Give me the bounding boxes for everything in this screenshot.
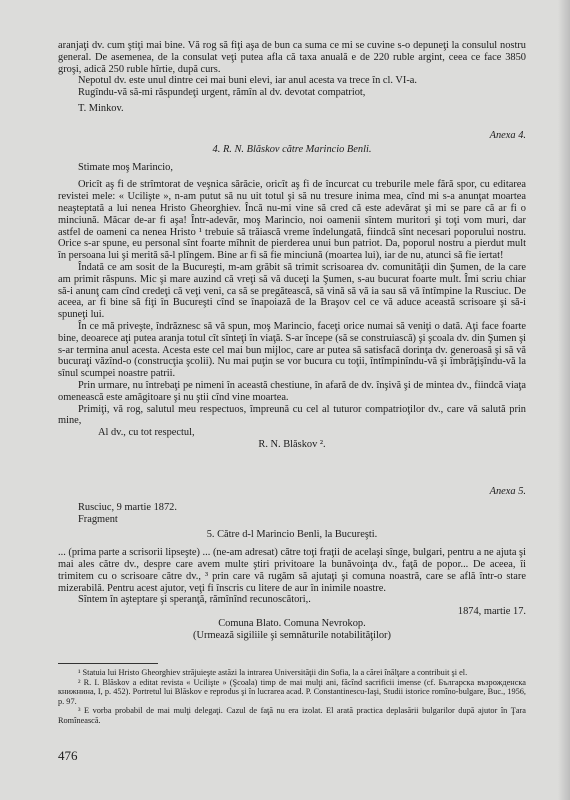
place-date: Rusciuc, 9 martie 1872.	[78, 501, 177, 513]
footnotes	[58, 668, 526, 726]
footnote: ¹ Statuia lui Hristo Gheorghiev străjuieşte astăzi la intrarea Universităţii din Sofia, la a cărei înălţare a contribuit şi el.	[78, 668, 468, 677]
annex-4	[58, 130, 526, 451]
paragraph: Sîntem în aşteptare şi speranţă, rămînînd recunoscători,.	[78, 594, 311, 606]
signatories: Comuna Blato. Comuna Nevrokop.	[218, 617, 366, 629]
greeting: Stimate moş Marincio,	[78, 161, 173, 173]
date: 1874, martie 17.	[457, 606, 526, 618]
signature: T. Minkov.	[78, 102, 124, 114]
paragraph: Îndată ce am sosit de la Bucureşti, m-am grăbit să trimit scrisoarea dv. comunităţii din Şumen, de la care am primit răspuns. Mic şi mare auzind că vreţi să vă duceţi la Şumen, s-au bucurat foarte mult. Îmi scriu chiar să-i anunţ cam cînd credeţi că veţi veni, ca să se pregătească, să vină să vă ia sau să vă întîmpine la Rusciuc. De aceea, ar fi bine să fiţi în Bucureşti cînd se înapoiază de la Braşov cel ce vă aduce această scrisoare şi să-i spuneţi lui.	[58, 261, 526, 321]
footnote: ² R. I. Blăskov a editat revista « Ucilişte » (Şcoala) timp de mai mulţi ani, făcînd sacrificii imense (cf. Българска възрожденска книжнина, I, p. 452). Portretul lui Blăskov e reprodus şi în lucrarea acad. P. Constantinescu-Iaşi, Studii istorice romîno-bulgare, Buc., 1956, p. 97.	[58, 677, 526, 706]
paragraph: aranjaţi dv. cum ştiţi mai bine. Vă rog să fiţi aşa de bun ca suma ce mi se cuvine s-o depuneţi la consulul nostru general. De asemenea, de la consulat veţi putea afla că taxa anuală e de 220 ruble argint, ceea ce face 3850 groşi, adică 250 ruble hîrtie, după curs.	[58, 40, 526, 75]
footnote-divider	[58, 663, 158, 664]
paragraph: Oricît aş fi de strîmtorat de veşnica sărăcie, oricît aş fi de încurcat cu treburile mele fără spor, cu editarea revistei mele: « Ucilişte », n-am putut să nu uit totul şi să nu tresure inima mea, cînd mi s-a anunţat moartea neaşteptată a lui nenea Hristo Gheorghiev. Încă nu-mi vine să cred că este adevărat şi mi se pare că ar fi o minciună. Măcar de-ar fi aşa! Într-adevăr, moş Marincio, noi oamenii sîntem muritori şi toţi vom muri, dar astfel de oameni ca nenea Hristo ¹ trebuie să trăiască vreme îndelungată, fiindcă sînt necesari poporului nostru. Orice s-ar spune, eu personal sînt foarte mîhnit de pierderea unui bun patriot. Da, poporul nostru a pierdut mult în persoana lui şi merită să-l plîngem. Bine ar fi să fie minciună (moartea lui), iar de nu, atunci să fie iertat!	[58, 179, 526, 262]
letter-heading: 4. R. N. Blăskov către Marincio Benli.	[212, 143, 372, 155]
letter-heading: 5. Către d-l Marincio Benli, la Bucureşti.	[206, 529, 378, 541]
paragraph: Nepotul dv. este unul dintre cei mai buni elevi, iar anul acesta va trece în cl. VI-a.	[78, 75, 418, 87]
seals-note: (Urmează sigiliile şi semnăturile notabilităţilor)	[193, 629, 391, 641]
letter-top	[58, 40, 526, 115]
binding-shadow	[558, 0, 570, 800]
paragraph: În ce mă priveşte, îndrăznesc să vă spun, moş Marincio, faceţi orice numai să veniţi o dată. Aţi face foarte bine, deoarece aţi putea aranja totul cît sînteţi în viaţă. S-ar începe (să se construiască) şi şcoala dv. din Şumen şi s-ar termina anul acesta. Acesta este cel mai bun mijloc, care ar putea să satisfacă dorinţa dv. generoasă şi să vă bucuraţi văzînd-o (construcţia şcolii). Nu mai puţin se vor bucura cu toţii, întîmpinîndu-vă şi îmbrăţişîndu-vă la sînul scumpei noastre patrii.	[58, 320, 526, 380]
paragraph: ... (prima parte a scrisorii lipseşte) ... (ne-am adresat) către toţi fraţii de acelaşi sînge, bulgari, pentru a ne ajuta şi mai ales către dv., despre care avem multe ştiri privitoare la bunăvoinţa dv., faţă de popor... De aceea, îi trimitem cu o scrisoare către dv., ³ prin care vă rugăm să ajutaţi şi comuna noastră, care se află într-o stare mizerabilă. Pentru acest ajutor, veţi fi înscris cu litere de aur în inimile noastre.	[58, 547, 526, 594]
signature: R. N. Blăskov ².	[258, 438, 326, 450]
annex-label: Anexa 4.	[489, 130, 526, 141]
fragment-label: Fragment	[78, 513, 118, 525]
footnote: ³ E vorba probabil de mai mulţi delegaţi. Cazul de faţă nu era izolat. El arată practica deplasării bulgarilor după ajutor în Ţara Romînească.	[58, 706, 526, 725]
closing: Al dv., cu tot respectul,	[98, 427, 195, 439]
annex-label: Anexa 5.	[489, 486, 526, 497]
paragraph: Rugîndu-vă să-mi răspundeţi urgent, rămîn al dv. devotat compatriot,	[78, 87, 366, 99]
paragraph: Prin urmare, nu întrebaţi pe nimeni în această chestiune, în afară de dv. înşivă şi de mintea dv., fiindcă viaţa omenească este amăgitoare şi nu ştii cînd vine moartea.	[58, 379, 526, 403]
page-number: 476	[58, 748, 78, 763]
annex-5	[58, 486, 526, 642]
paragraph: Primiţi, vă rog, salutul meu respectuos, împreună cu cel al tuturor compatrioţilor dv., care vă salută prin mine,	[58, 403, 526, 427]
